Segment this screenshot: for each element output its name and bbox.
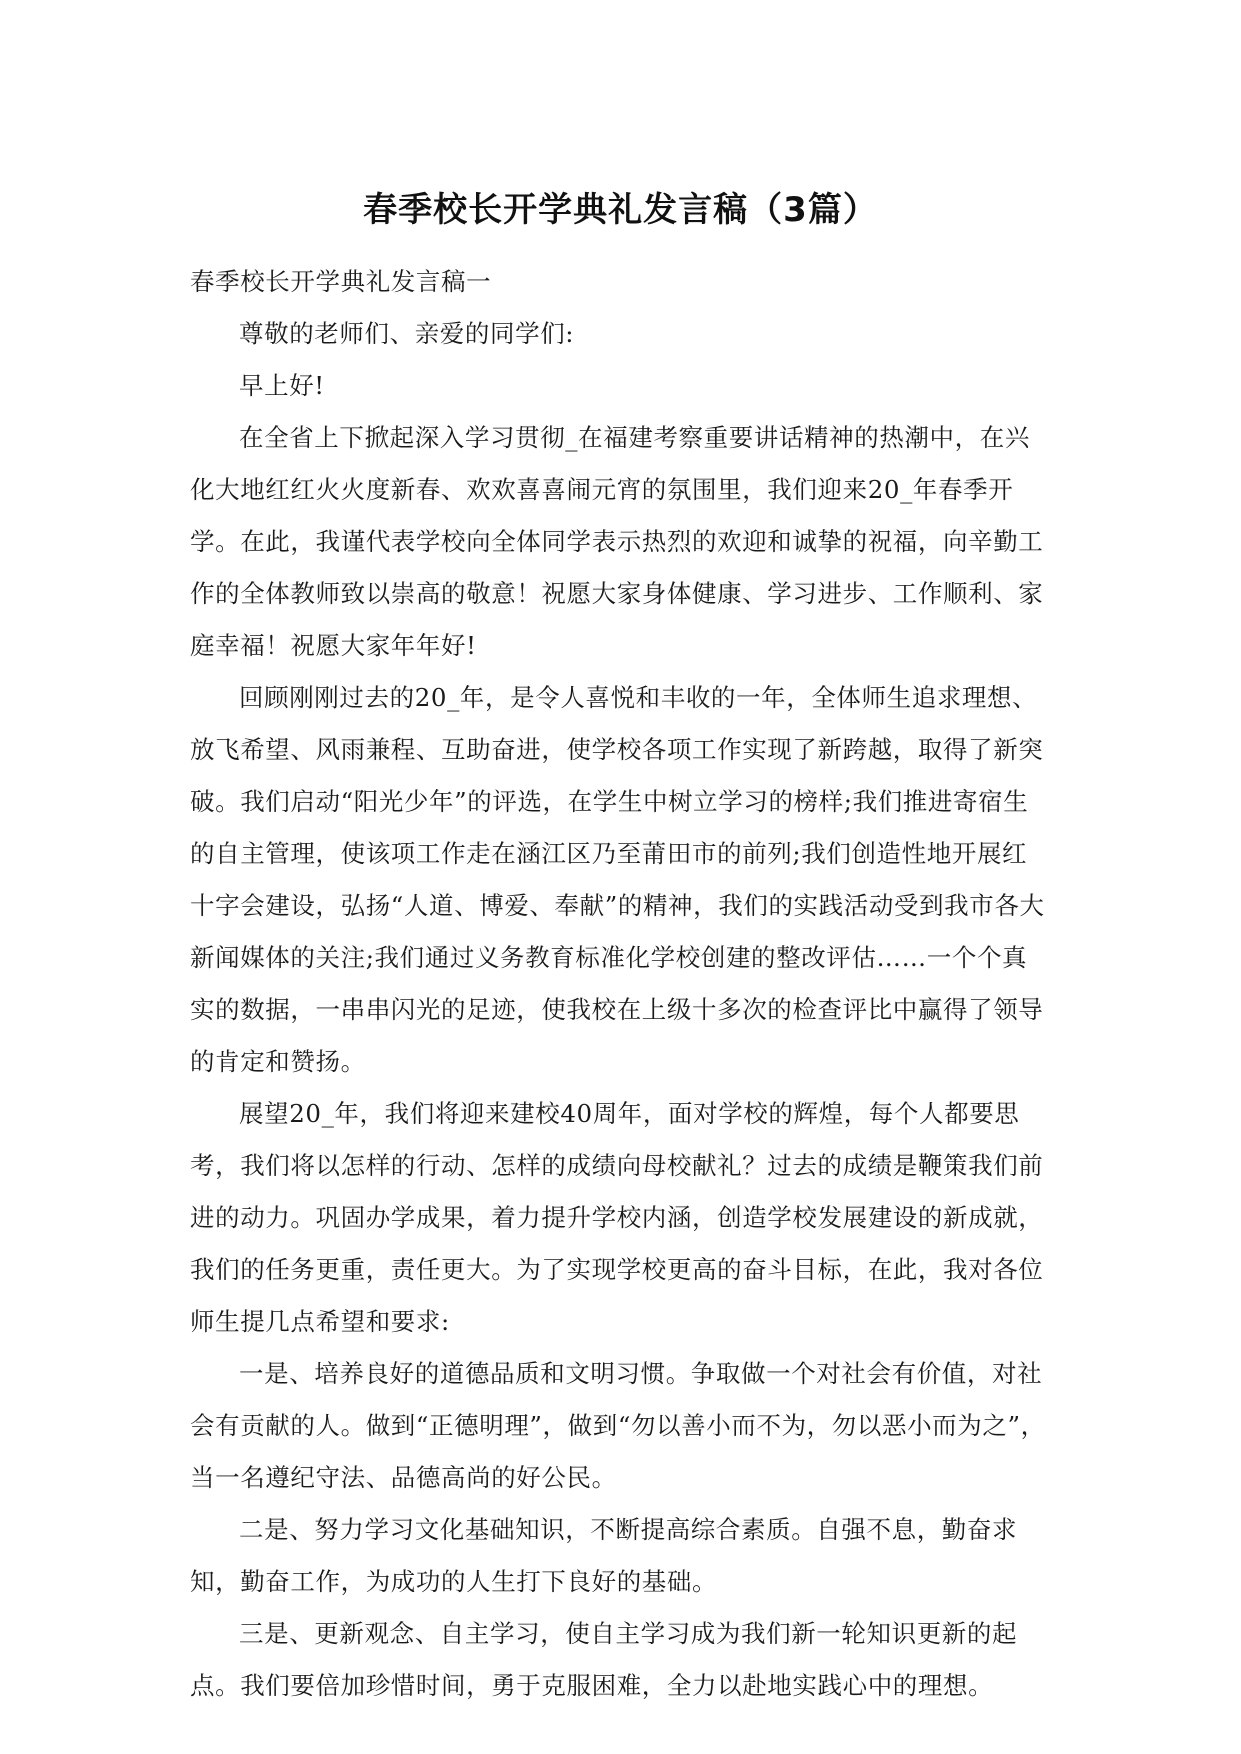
paragraph-greeting: 早上好! [239,371,325,400]
section-heading: 春季校长开学典礼发言稿一 [190,267,492,296]
paragraph-salutation: 尊敬的老师们、亲爱的同学们: [239,319,575,348]
paragraph-welcome: 在全省上下掀起深入学习贯彻_在福建考察重要讲话精神的热潮中，在兴化大地红红火火度新春、欢欢喜喜闹元宵的氛围里，我们迎来20_年春季开学。在此，我谨代表学校向全体同学表示热烈的欢迎和诚挚的祝福，向辛勤工作的全体教师致以崇高的敬意！祝愿大家身体健康、学习进步、工作顺利、家庭幸福！祝愿大家年年好! [190,423,1044,660]
paragraph-point-three: 三是、更新观念、自主学习，使自主学习成为我们新一轮知识更新的起点。我们要倍加珍惜时间，勇于克服困难，全力以赴地实践心中的理想。 [190,1619,1018,1700]
document-title: 春季校长开学典礼发言稿（3篇） [363,190,878,230]
paragraph-review: 回顾刚刚过去的20_年，是令人喜悦和丰收的一年，全体师生追求理想、放飞希望、风雨兼程、互助奋进，使学校各项工作实现了新跨越，取得了新突破。我们启动“阳光少年”的评选，在学生中树立学习的榜样;我们推进寄宿生的自主管理，使该项工作走在涵江区乃至莆田市的前列;我们创造性地开展红十字会建设，弘扬“人道、博爱、奉献”的精神，我们的实践活动受到我市各大新闻媒体的关注;我们通过义务教育标准化学校创建的整改评估……一个个真实的数据，一串串闪光的足迹，使我校在上级十多次的检查评比中赢得了领导的肯定和赞扬。 [190,683,1045,1076]
paragraph-outlook: 展望20_年，我们将迎来建校40周年，面对学校的辉煌，每个人都要思考，我们将以怎样的行动、怎样的成绩向母校献礼？过去的成绩是鞭策我们前进的动力。巩固办学成果，着力提升学校内涵，创造学校发展建设的新成就，我们的任务更重，责任更大。为了实现学校更高的奋斗目标，在此，我对各位师生提几点希望和要求: [190,1099,1044,1336]
paragraph-point-two: 二是、努力学习文化基础知识，不断提高综合素质。自强不息，勤奋求知，勤奋工作，为成功的人生打下良好的基础。 [190,1515,1018,1596]
paragraph-point-one: 一是、培养良好的道德品质和文明习惯。争取做一个对社会有价值，对社会有贡献的人。做到“正德明理”，做到“勿以善小而不为，勿以恶小而为之”，当一名遵纪守法、品德高尚的好公民。 [190,1359,1046,1492]
document-body [190,256,1050,1712]
